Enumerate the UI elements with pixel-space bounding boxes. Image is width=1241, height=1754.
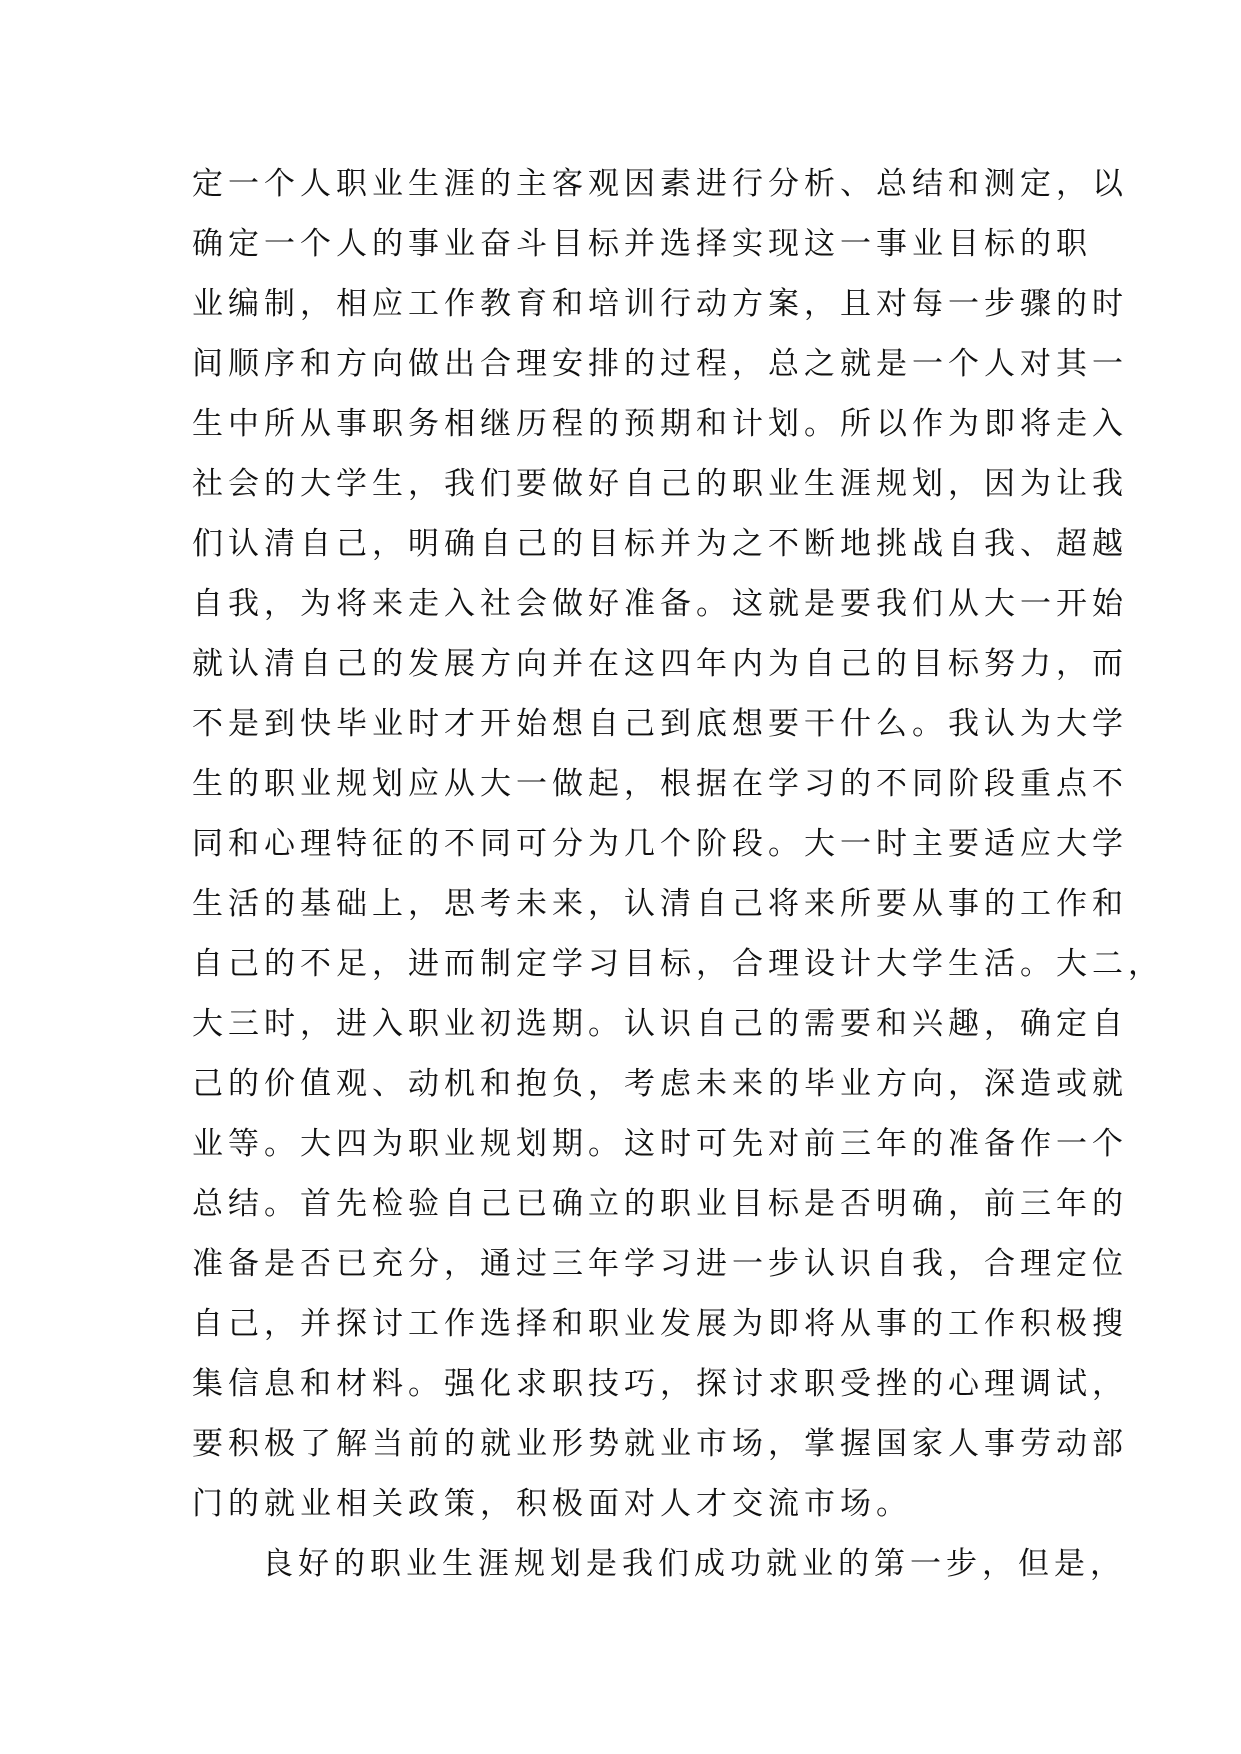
text-line: 准备是否已充分，通过三年学习进一步认识自我，合理定位	[192, 1246, 1128, 1282]
text-line: 同和心理特征的不同可分为几个阶段。大一时主要适应大学	[192, 826, 1128, 862]
text-line: 定一个人职业生涯的主客观因素进行分析、总结和测定，以	[192, 166, 1128, 202]
text-line: 门的就业相关政策，积极面对人才交流市场。	[192, 1486, 912, 1522]
text-line: 确定一个人的事业奋斗目标并选择实现这一事业目标的职	[192, 226, 1092, 262]
text-line: 业等。大四为职业规划期。这时可先对前三年的准备作一个	[192, 1126, 1128, 1162]
text-line: 自己的不足，进而制定学习目标，合理设计大学生活。大二，	[192, 946, 1164, 982]
text-line: 良好的职业生涯规划是我们成功就业的第一步，但是，	[262, 1546, 1126, 1582]
text-line: 们认清自己，明确自己的目标并为之不断地挑战自我、超越	[192, 526, 1128, 562]
text-line: 总结。首先检验自己已确立的职业目标是否明确，前三年的	[192, 1186, 1128, 1222]
text-line: 自我，为将来走入社会做好准备。这就是要我们从大一开始	[192, 586, 1128, 622]
text-line: 生的职业规划应从大一做起，根据在学习的不同阶段重点不	[192, 766, 1128, 802]
text-line: 生中所从事职务相继历程的预期和计划。所以作为即将走入	[192, 406, 1128, 442]
document-body	[192, 154, 1164, 1594]
text-line: 就认清自己的发展方向并在这四年内为自己的目标努力，而	[192, 646, 1128, 682]
text-line: 业编制，相应工作教育和培训行动方案，且对每一步骤的时	[192, 286, 1128, 322]
text-line: 要积极了解当前的就业形势就业市场，掌握国家人事劳动部	[192, 1426, 1128, 1462]
text-line: 集信息和材料。强化求职技巧，探讨求职受挫的心理调试，	[192, 1366, 1128, 1402]
text-line: 生活的基础上，思考未来，认清自己将来所要从事的工作和	[192, 886, 1128, 922]
text-line: 社会的大学生，我们要做好自己的职业生涯规划，因为让我	[192, 466, 1128, 502]
paragraph-1	[192, 154, 1164, 1534]
text-line: 大三时，进入职业初选期。认识自己的需要和兴趣，确定自	[192, 1006, 1128, 1042]
text-line: 自己，并探讨工作选择和职业发展为即将从事的工作积极搜	[192, 1306, 1128, 1342]
text-line: 不是到快毕业时才开始想自己到底想要干什么。我认为大学	[192, 706, 1128, 742]
text-line: 间顺序和方向做出合理安排的过程，总之就是一个人对其一	[192, 346, 1128, 382]
paragraph-2	[192, 1534, 1126, 1594]
text-line: 己的价值观、动机和抱负，考虑未来的毕业方向，深造或就	[192, 1066, 1128, 1102]
